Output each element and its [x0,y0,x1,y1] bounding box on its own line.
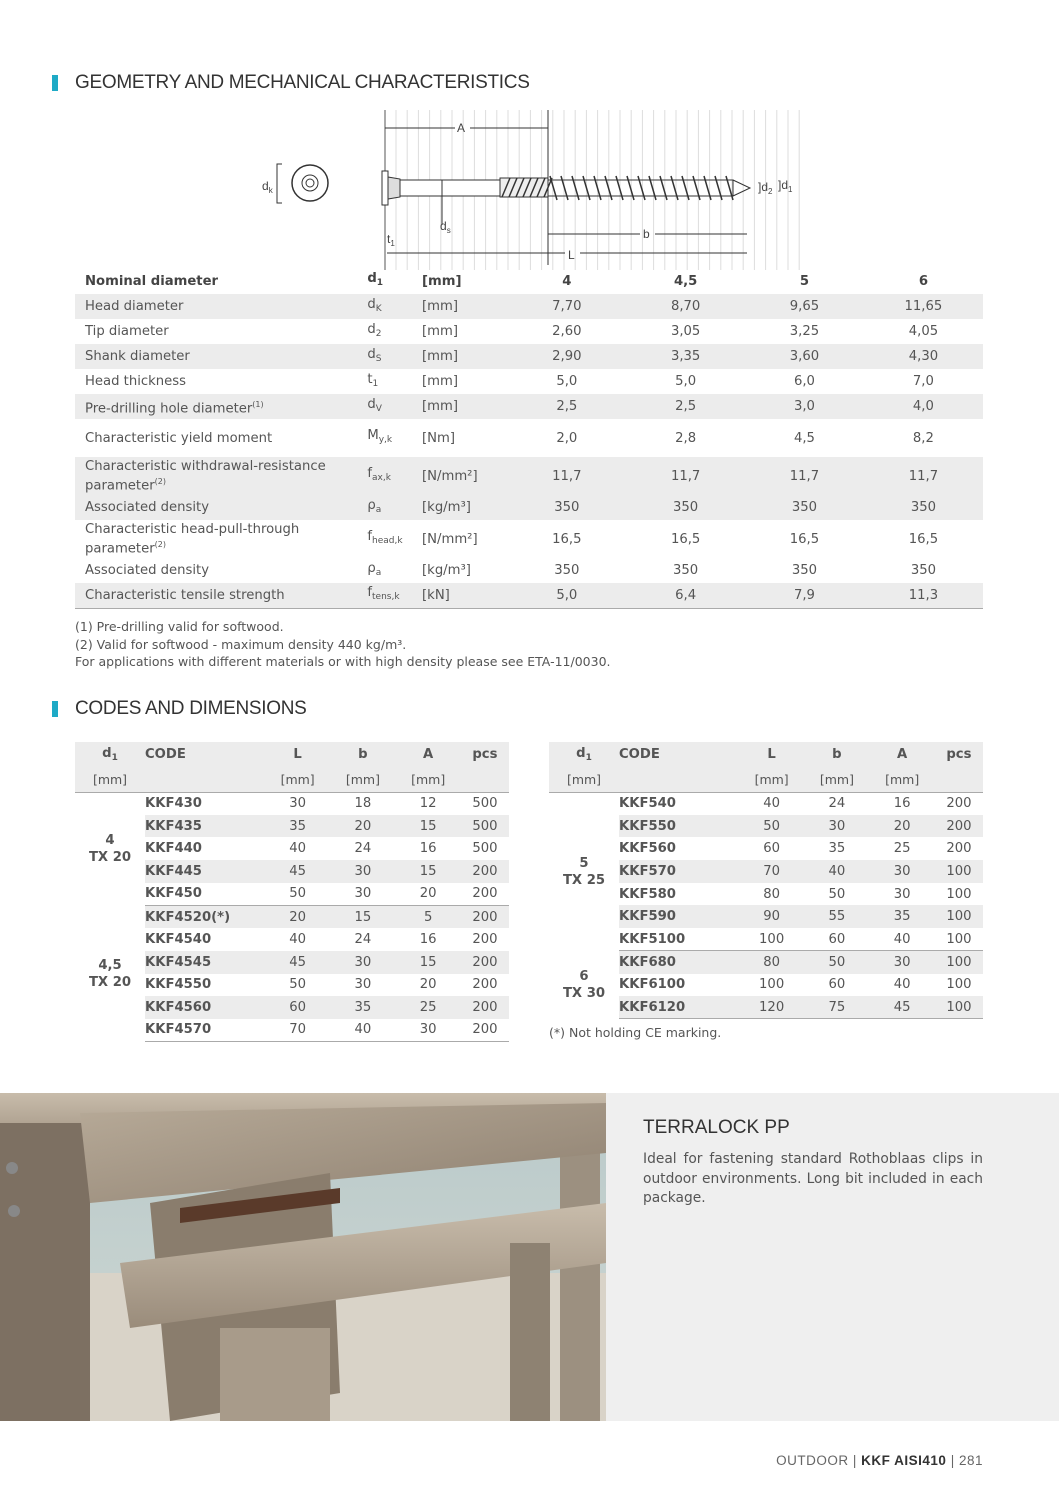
code-value: 200 [461,883,509,906]
row-value: 350 [791,563,818,578]
col-A: A [396,742,461,767]
unit: [mm] [549,767,619,792]
unit: [mm] [870,767,935,792]
code: KKF570 [619,860,739,883]
row-label: Characteristic tensile strength [75,583,367,608]
header-diameter: 6 [918,273,929,289]
row-unit: [mm] [422,324,459,339]
diameter-group: 5 TX 25 [562,855,606,888]
code-value: 30 [330,860,395,883]
code-value: 15 [396,815,461,838]
diameter-group: 4,5 TX 20 [88,957,132,990]
codes-table-right [549,742,983,1019]
code-value: 75 [804,996,869,1019]
row-value: 350 [673,563,699,578]
code-value: 15 [330,905,395,928]
accent-bar [52,701,58,717]
col-b: b [804,742,869,767]
section-heading-codes [52,698,307,720]
row-value: 2,0 [556,430,578,446]
code-value: 30 [396,1019,461,1042]
row-value: 7,0 [912,374,934,389]
code: KKF4540 [145,931,212,947]
promo-title: TERRALOCK PP [643,1117,790,1138]
label-dk: $d_k$ [262,179,273,195]
row-value: 11,7 [507,457,626,495]
code-value: 16 [419,931,437,947]
row-value: 6,0 [793,374,815,389]
code-value: 20 [396,883,461,906]
row-value: 350 [864,495,983,520]
row-symbol: $f_{ax,k}$ [367,457,422,495]
header-diameter: 4,5 [673,273,698,289]
code-value: 18 [354,796,372,812]
code-value: 70 [265,1019,330,1042]
code: KKF4570 [145,1019,265,1042]
ce-note: (*) Not holding CE marking. [549,1025,722,1040]
row-unit: [mm] [422,394,507,419]
row-unit: [kN] [422,583,507,608]
footer-product: KKF AISI410 [861,1453,947,1468]
col-b: b [330,742,395,767]
col-A: A [870,742,935,767]
row-value: 9,65 [745,294,864,319]
code-value: 200 [946,841,972,857]
code-value: 15 [396,860,461,883]
code-value: 50 [739,815,804,838]
row-value: 2,60 [552,324,582,339]
code-value: 40 [289,841,307,857]
accent-bar [52,75,58,91]
note-3: For applications with different materials or with high density please see ETA-11/0030. [75,654,611,669]
code: KKF550 [619,815,739,838]
row-value: 3,05 [670,324,701,339]
row-value: 11,7 [745,457,864,495]
code-value: 35 [870,905,935,928]
code: KKF440 [145,841,202,857]
row-label: Associated density [85,563,210,578]
row-symbol: $M_{y,k}$ [367,428,393,445]
label-A: A [457,121,466,135]
table-row [75,369,983,394]
code: KKF450 [145,883,265,906]
label-L: L [568,248,575,262]
table-row [75,394,983,419]
diameter-group: 4 TX 20 [88,832,132,865]
unit: [mm] [330,767,395,792]
row-symbol: $\rho_a$ [367,495,422,520]
codes-table-left [75,742,509,1042]
code-value: 40 [763,796,781,812]
label-ds: $d_s$ [440,219,451,235]
code-value: 50 [265,883,330,906]
col-pcs: pcs [935,742,983,767]
code-value: 100 [935,860,983,883]
code-value: 60 [763,841,781,857]
code-value: 500 [472,841,498,857]
heading-text: GEOMETRY AND MECHANICAL CHARACTERISTICS [75,72,530,93]
code-value: 35 [330,996,395,1019]
header-diameter: 4 [562,273,572,289]
code-value: 90 [739,905,804,928]
label-d2: ]$d_2$ [758,180,773,196]
row-value: 4,30 [864,344,983,369]
code-value: 200 [461,951,509,974]
row-unit: [kg/m³] [422,563,471,578]
code-value: 200 [472,931,498,947]
code-value: 20 [419,977,437,993]
row-label: Characteristic head-pull-through parameter$^{(2)}$ [85,521,300,557]
code: KKF540 [619,796,676,812]
code-value: 45 [265,860,330,883]
row-value: 5,0 [507,583,626,608]
code-value: 30 [893,886,911,902]
col-code: CODE [619,742,739,767]
row-value: 8,2 [912,430,934,446]
row-unit: [Nm] [422,430,456,446]
code-value: 12 [419,796,437,812]
code-value: 55 [804,905,869,928]
row-value: 16,5 [789,531,820,547]
code-value: 100 [935,905,983,928]
code-value: 45 [265,951,330,974]
code-value: 100 [935,951,983,974]
unit: [mm] [804,767,869,792]
code-row [549,951,983,974]
row-value: 350 [745,495,864,520]
code-value: 24 [828,796,846,812]
row-value: 11,7 [626,457,745,495]
screw-diagram [250,105,810,275]
code-value: 200 [461,860,509,883]
diameter-group: 6 TX 30 [562,968,606,1001]
row-unit: [mm] [422,294,507,319]
row-unit: [mm] [422,374,459,389]
code-value: 24 [354,931,372,947]
code-value: 100 [946,977,972,993]
table-row [75,419,983,457]
heading-text: CODES AND DIMENSIONS [75,698,307,719]
code: KKF445 [145,860,265,883]
section-heading-geometry [52,72,530,94]
codes-header-row [549,742,983,767]
code-value: 80 [739,951,804,974]
code-value: 200 [461,1019,509,1042]
row-value: 7,9 [745,583,864,608]
code: KKF580 [619,886,676,902]
row-symbol: $f_{tens,k}$ [367,583,422,608]
table-row [75,457,983,495]
row-unit: [kg/m³] [422,495,507,520]
code-value: 30 [330,883,395,906]
code-value: 200 [935,815,983,838]
code-value: 40 [330,1019,395,1042]
code-value: 120 [739,996,804,1019]
header-label: Nominal diameter [85,273,219,289]
row-value: 5,0 [675,374,697,389]
row-symbol: $d_S$ [367,344,422,369]
code-value: 40 [804,860,869,883]
code-row [75,792,509,815]
row-value: 350 [554,563,580,578]
code-value: 50 [804,951,869,974]
row-label: Tip diameter [85,324,169,339]
code-value: 40 [870,928,935,951]
code: KKF590 [619,905,739,928]
table-row [75,344,983,369]
row-value: 8,70 [626,294,745,319]
row-label: Characteristic withdrawal-resistance parameter$^{(2)}$ [75,457,367,495]
code-value: 25 [893,841,911,857]
col-d1: $d_1$ [75,742,145,767]
promo-description: Ideal for fastening standard Rothoblaas clips in outdoor environments. Long bit included in each package. [643,1151,983,1206]
row-unit: [N/mm²] [422,531,478,547]
code-value: 100 [935,928,983,951]
col-d1: $d_1$ [549,742,619,767]
unit: [mm] [265,767,330,792]
code-value: 100 [946,886,972,902]
code-value: 20 [870,815,935,838]
code-value: 16 [893,796,911,812]
footer-separator: | [950,1453,955,1468]
row-symbol: $d_2$ [367,321,382,339]
code-value: 30 [289,796,307,812]
code: KKF6120 [619,996,739,1019]
code-value: 15 [396,951,461,974]
code-value: 40 [893,977,911,993]
code-value: 40 [289,931,307,947]
row-label: Shank diameter [75,344,367,369]
code-value: 200 [461,996,509,1019]
row-value: 2,8 [675,430,697,446]
code-value: 200 [472,977,498,993]
code-value: 200 [461,905,509,928]
row-value: 4,5 [793,430,815,446]
label-b: b [643,227,650,241]
codes-header-row [75,742,509,767]
code-value: 100 [935,996,983,1019]
row-value: 350 [507,495,626,520]
row-value: 3,35 [626,344,745,369]
col-code: CODE [145,742,265,767]
code-value: 500 [461,815,509,838]
row-label: Head thickness [85,374,186,389]
label-t1: $t_1$ [387,232,395,248]
row-value: 2,5 [507,394,626,419]
unit: [mm] [739,767,804,792]
table-row [75,558,983,583]
code-value: 50 [828,886,846,902]
code-value: 20 [330,815,395,838]
row-value: 350 [910,563,936,578]
table-row [75,294,983,319]
code-value: 70 [739,860,804,883]
unit: [mm] [396,767,461,792]
code-value: 5 [396,905,461,928]
note-1: (1) Pre-drilling valid for softwood. [75,619,284,634]
row-value: 4,0 [864,394,983,419]
page-number: 281 [958,1453,983,1468]
footer-separator: | [852,1453,857,1468]
table-row [75,520,983,558]
header-unit: [mm] [422,273,462,289]
row-value: 3,60 [745,344,864,369]
row-unit: [mm] [422,344,507,369]
row-value: 4,05 [908,324,939,339]
code: KKF4545 [145,951,265,974]
code-value: 45 [870,996,935,1019]
row-symbol: $d_V$ [367,394,422,419]
row-symbol: $f_{head,k}$ [367,529,403,546]
row-symbol: $\rho_a$ [367,560,382,578]
row-label: Associated density [75,495,367,520]
code-value: 30 [870,951,935,974]
code-value: 60 [804,928,869,951]
code-value: 100 [759,977,785,993]
row-unit: [N/mm²] [422,457,507,495]
row-value: 3,25 [789,324,820,339]
code: KKF4560 [145,996,265,1019]
geometry-table [75,268,983,609]
code-value: 60 [828,977,846,993]
code: KKF560 [619,841,676,857]
note-2: (2) Valid for softwood - maximum density 440 kg/m³. [75,636,407,652]
header-diameter: 5 [799,273,810,289]
code-value: 30 [354,977,372,993]
row-label: Head diameter [75,294,367,319]
page-footer [776,1453,983,1468]
row-value: 2,5 [626,394,745,419]
row-value: 11,3 [864,583,983,608]
code: KKF4550 [145,977,212,993]
code-value: 100 [739,928,804,951]
product-photo-decking [0,1093,606,1421]
row-value: 3,0 [745,394,864,419]
label-d1: ]$d_1$ [778,178,793,194]
code-value: 80 [763,886,781,902]
code-value: 500 [472,796,498,812]
code-value: 35 [265,815,330,838]
row-value: 11,65 [864,294,983,319]
row-value: 350 [626,495,745,520]
code-value: 60 [265,996,330,1019]
header-symbol: $d_1$ [367,271,384,288]
row-value: 5,0 [556,374,578,389]
row-symbol: $t_1$ [367,371,379,389]
row-value: 2,90 [507,344,626,369]
code-value: 30 [330,951,395,974]
table-row [75,319,983,344]
code: KKF5100 [619,928,739,951]
geometry-notes [75,618,611,671]
code-row [549,792,983,815]
code-value: 35 [828,841,846,857]
col-L: L [739,742,804,767]
code: KKF680 [619,951,739,974]
row-value: 16,5 [908,531,939,547]
col-L: L [265,742,330,767]
table-row [75,495,983,520]
code-value: 16 [419,841,437,857]
code: KKF435 [145,815,265,838]
row-symbol: $d_K$ [367,294,422,319]
code-value: 30 [870,860,935,883]
code: KKF4520(*) [145,905,265,928]
row-value: 16,5 [552,531,582,547]
code-value: 50 [289,977,307,993]
code: KKF430 [145,796,202,812]
code-value: 25 [396,996,461,1019]
codes-units-row [549,767,983,792]
row-label: Pre-drilling hole diameter$^{(1)}$ [75,394,367,419]
col-pcs: pcs [461,742,509,767]
table-row [75,583,983,608]
code: KKF6100 [619,977,686,993]
row-value: 16,5 [670,531,701,547]
table-header-row [75,268,983,294]
promo-panel [606,1093,1059,1421]
code-value: 200 [946,796,972,812]
row-label: Characteristic yield moment [85,430,273,446]
code-value: 24 [354,841,372,857]
row-value: 6,4 [626,583,745,608]
codes-units-row [75,767,509,792]
code-value: 30 [804,815,869,838]
row-value: 7,70 [507,294,626,319]
code-row [75,905,509,928]
row-value: 11,7 [864,457,983,495]
unit: [mm] [75,767,145,792]
footer-section: OUTDOOR [776,1453,849,1468]
code-value: 20 [265,905,330,928]
